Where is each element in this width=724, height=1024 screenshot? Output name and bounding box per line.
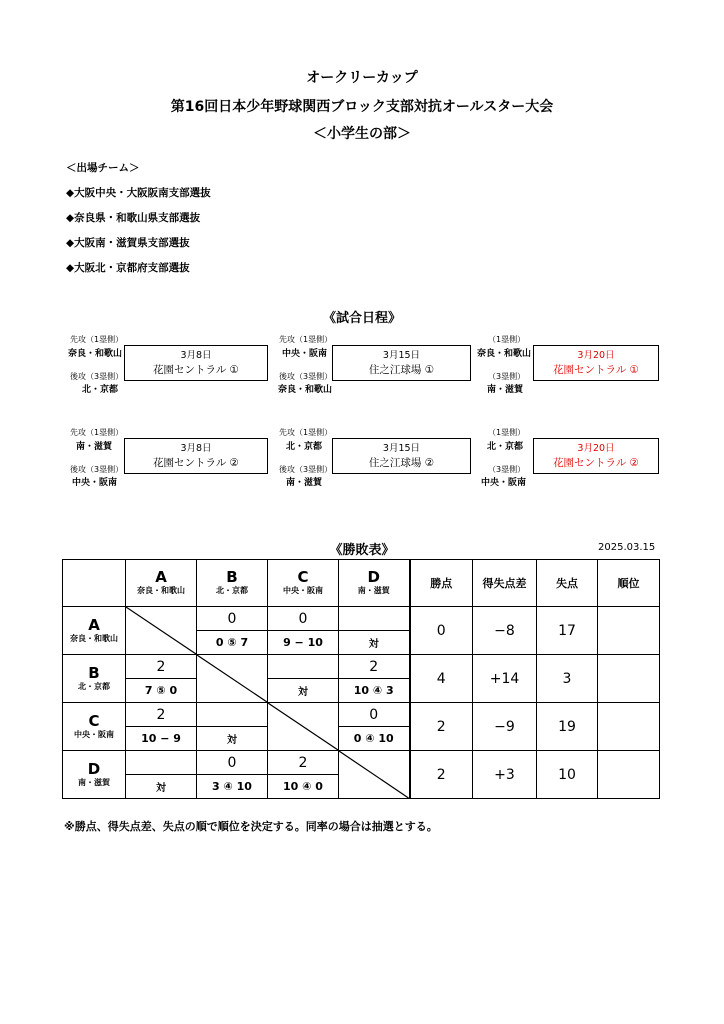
game-top-label: （1塁側） — [488, 428, 526, 437]
win-points-value: 4 — [410, 655, 473, 703]
game-venue: 花園セントラル ② — [553, 457, 639, 469]
row-header-c: C 中央・阪南 — [63, 703, 126, 751]
game-bottom-label: 後攻（3塁側） — [70, 372, 124, 381]
score-cell: 0 ⑤ 7 — [197, 631, 268, 655]
table-row — [63, 607, 660, 631]
header-win-points: 勝点 — [410, 560, 473, 607]
header-runs-allowed: 失点 — [537, 560, 598, 607]
points-cell — [339, 607, 410, 631]
header-rank: 順位 — [598, 560, 660, 607]
game-top-label: 先攻（1塁側） — [70, 428, 124, 437]
results-heading: 《勝敗表》 — [329, 543, 395, 558]
game-top-team: 中央・阪南 — [282, 349, 328, 359]
score-cell: 対 — [197, 727, 268, 751]
game-top-team: 北・京都 — [487, 442, 524, 452]
table-row — [63, 703, 660, 727]
points-cell: 0 — [197, 751, 268, 775]
table-row — [63, 655, 660, 679]
game-top-team: 奈良・和歌山 — [68, 349, 123, 359]
points-cell: 2 — [126, 703, 197, 727]
run-diff-value: +14 — [473, 655, 537, 703]
cup-title: オークリーカップ — [306, 70, 418, 86]
win-points-value: 2 — [410, 703, 473, 751]
game-date: 3月20日 — [577, 350, 615, 361]
score-cell: 7 ⑤ 0 — [126, 679, 197, 703]
game-bottom-label: 後攻（3塁側） — [279, 372, 333, 381]
table-header-row — [63, 560, 660, 607]
diagonal-cell — [339, 751, 410, 799]
table-row — [63, 751, 660, 775]
win-points-value: 2 — [410, 751, 473, 799]
game-date: 3月15日 — [382, 350, 421, 361]
game-bottom-label: （3塁側） — [488, 372, 526, 381]
points-cell: 2 — [268, 751, 339, 775]
run-diff-value: −9 — [473, 703, 537, 751]
win-points-value: 0 — [410, 607, 473, 655]
results-date: 2025.03.15 — [598, 542, 656, 553]
points-cell — [268, 655, 339, 679]
results-table — [62, 559, 660, 799]
footnote: ※勝点、得失点差、失点の順で順位を決定する。同率の場合は抽選とする。 — [64, 820, 438, 833]
game-top-team: 南・滋賀 — [76, 442, 113, 452]
game-info-box — [124, 345, 268, 381]
game-bottom-team: 南・滋賀 — [487, 385, 524, 395]
rank-value — [598, 703, 660, 751]
schedule-heading: 《試合日程》 — [322, 311, 401, 326]
diagonal-cell — [197, 655, 268, 703]
points-cell: 0 — [197, 607, 268, 631]
row-header-a: A 奈良・和歌山 — [63, 607, 126, 655]
game-bottom-team: 中央・阪南 — [481, 478, 527, 488]
game-venue: 住之江球場 ② — [368, 457, 435, 469]
rank-value — [598, 655, 660, 703]
game-date: 3月15日 — [382, 443, 421, 454]
points-cell: 2 — [339, 655, 410, 679]
runs-allowed-value: 10 — [537, 751, 598, 799]
col-header-b: B 北・京都 — [197, 560, 268, 607]
row-header-b: B 北・京都 — [63, 655, 126, 703]
division-title: ＜小学生の部＞ — [313, 126, 411, 142]
tournament-title: 第16回日本少年野球関西ブロック支部対抗オールスター大会 — [170, 99, 554, 115]
score-cell: 0 ④ 10 — [339, 727, 410, 751]
game-top-team: 北・京都 — [286, 442, 323, 452]
game-top-label: 先攻（1塁側） — [279, 335, 333, 344]
game-info-box — [332, 345, 471, 381]
game-date: 3月20日 — [577, 443, 615, 454]
score-cell: 対 — [126, 775, 197, 799]
diagonal-cell — [126, 607, 197, 655]
game-info-box — [533, 345, 659, 381]
score-cell: 9 − 10 — [268, 631, 339, 655]
run-diff-value: −8 — [473, 607, 537, 655]
points-cell: 0 — [268, 607, 339, 631]
run-diff-value: +3 — [473, 751, 537, 799]
game-venue: 住之江球場 ① — [368, 364, 435, 376]
team-item: ◆大阪北・京都府支部選抜 — [66, 262, 190, 274]
diagonal-cell — [268, 703, 339, 751]
game-date: 3月8日 — [180, 350, 212, 361]
rank-value — [598, 607, 660, 655]
points-cell: 2 — [126, 655, 197, 679]
row-header-d: D 南・滋賀 — [63, 751, 126, 799]
runs-allowed-value: 3 — [537, 655, 598, 703]
runs-allowed-value: 17 — [537, 607, 598, 655]
game-top-label: 先攻（1塁側） — [279, 428, 333, 437]
score-cell: 3 ④ 10 — [197, 775, 268, 799]
game-top-label: 先攻（1塁側） — [70, 335, 124, 344]
game-bottom-label: 後攻（3塁側） — [279, 465, 333, 474]
game-top-team: 奈良・和歌山 — [477, 349, 532, 359]
col-header-d: D 南・滋賀 — [339, 560, 410, 607]
score-cell: 10 ④ 3 — [339, 679, 410, 703]
team-item: ◆奈良県・和歌山県支部選抜 — [66, 212, 201, 224]
points-cell — [126, 751, 197, 775]
game-bottom-label: （3塁側） — [488, 465, 526, 474]
header-run-diff: 得失点差 — [473, 560, 537, 607]
corner-cell — [63, 560, 126, 607]
game-info-box — [332, 438, 471, 474]
team-item: ◆大阪南・滋賀県支部選抜 — [66, 237, 190, 249]
game-info-box — [533, 438, 659, 474]
points-cell: 0 — [339, 703, 410, 727]
game-bottom-team: 南・滋賀 — [286, 478, 323, 488]
game-bottom-team: 中央・阪南 — [72, 478, 118, 488]
game-venue: 花園セントラル ① — [153, 364, 239, 376]
game-bottom-team: 奈良・和歌山 — [278, 385, 333, 395]
game-bottom-team: 北・京都 — [82, 385, 119, 395]
team-item: ◆大阪中央・大阪阪南支部選抜 — [66, 187, 211, 199]
game-venue: 花園セントラル ① — [553, 364, 639, 376]
col-header-c: C 中央・阪南 — [268, 560, 339, 607]
score-cell: 10 − 9 — [126, 727, 197, 751]
rank-value — [598, 751, 660, 799]
game-top-label: （1塁側） — [488, 335, 526, 344]
teams-heading: ＜出場チーム＞ — [66, 162, 140, 174]
game-info-box — [124, 438, 268, 474]
game-date: 3月8日 — [180, 443, 212, 454]
score-cell: 対 — [268, 679, 339, 703]
points-cell — [197, 703, 268, 727]
score-cell: 10 ④ 0 — [268, 775, 339, 799]
game-bottom-label: 後攻（3塁側） — [70, 465, 124, 474]
game-venue: 花園セントラル ② — [153, 457, 239, 469]
score-cell: 対 — [339, 631, 410, 655]
runs-allowed-value: 19 — [537, 703, 598, 751]
col-header-a: A 奈良・和歌山 — [126, 560, 197, 607]
